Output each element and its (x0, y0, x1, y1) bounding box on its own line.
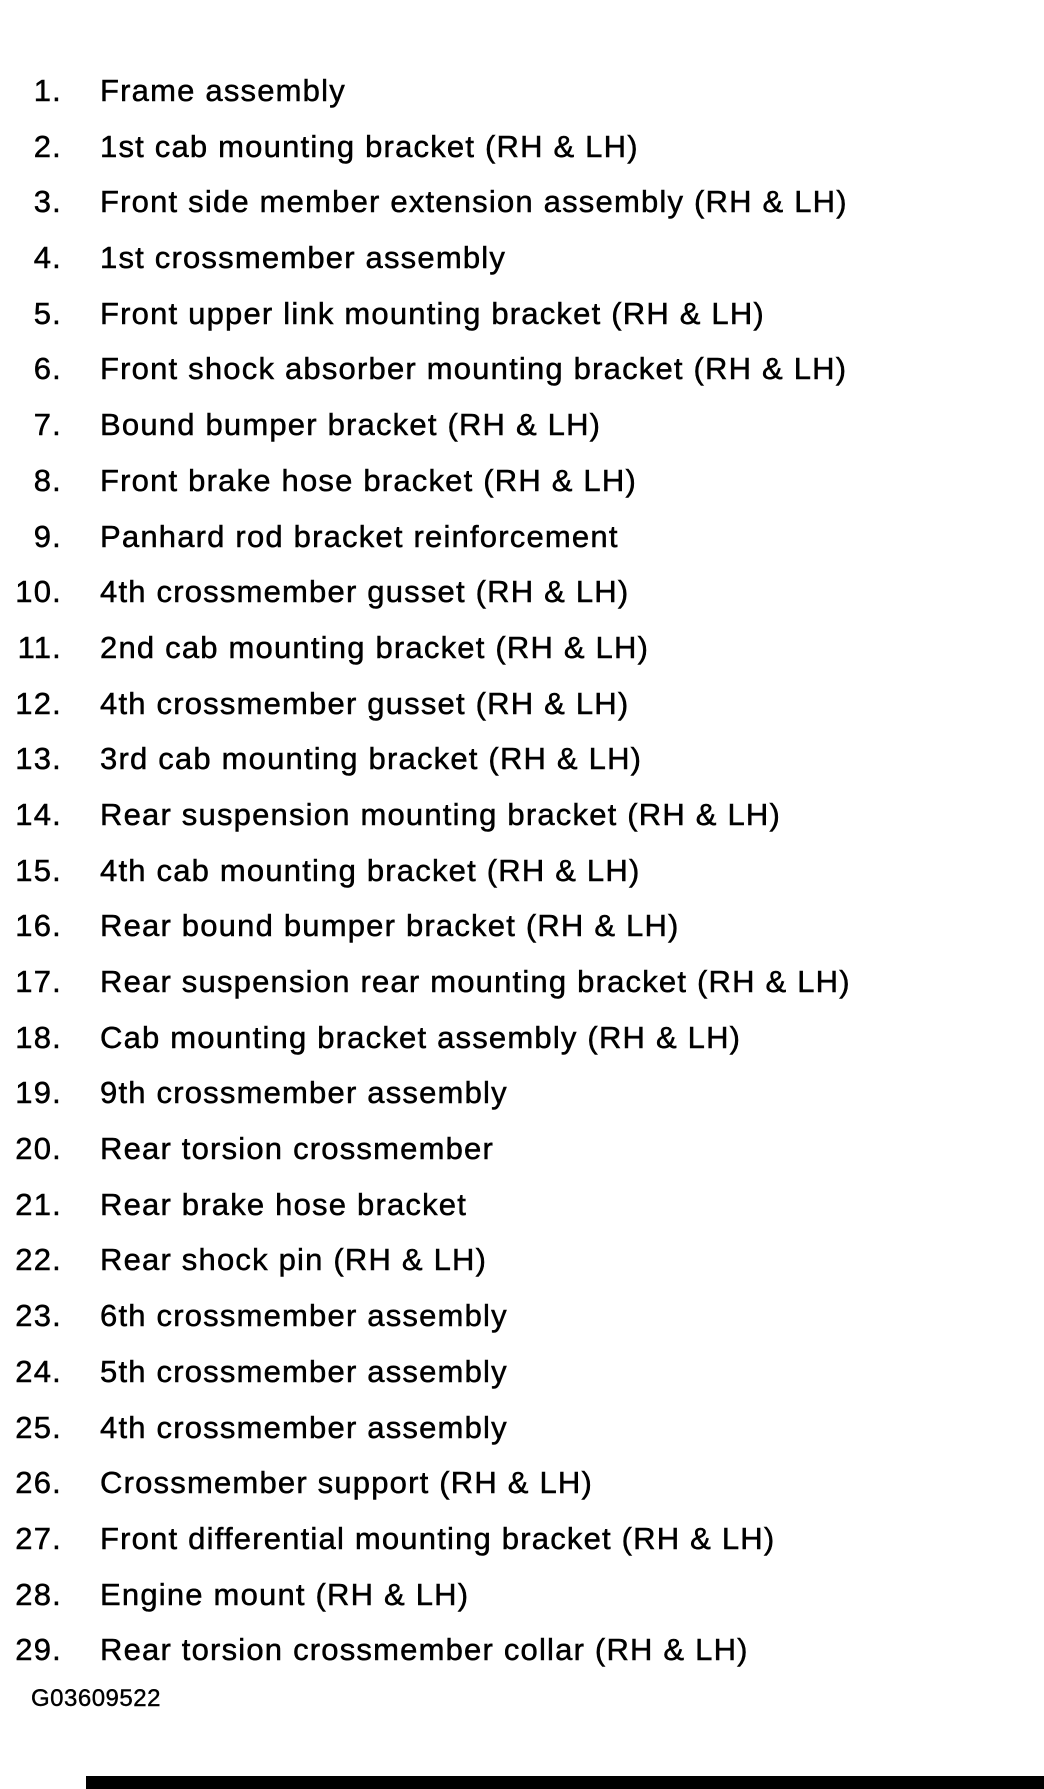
parts-legend-list (0, 63, 851, 1678)
legend-item-label: Cab mounting bracket assembly (RH & LH) (100, 1019, 742, 1055)
legend-row (0, 1288, 851, 1344)
legend-item-number: 26. (15, 1465, 62, 1501)
legend-item-label: 1st cab mounting bracket (RH & LH) (100, 128, 639, 164)
legend-item-label: 2nd cab mounting bracket (RH & LH) (100, 629, 650, 665)
legend-item-number: 23. (15, 1298, 62, 1334)
legend-item-number: 19. (15, 1075, 62, 1111)
legend-row (0, 1177, 851, 1233)
legend-row (0, 620, 851, 676)
legend-item-number: 11. (17, 629, 62, 665)
legend-item-label: Frame assembly (100, 73, 346, 108)
legend-row (0, 1567, 851, 1623)
legend-row (0, 119, 851, 175)
legend-item-number: 7. (33, 407, 62, 443)
legend-item-label: Rear shock pin (RH & LH) (100, 1242, 488, 1278)
scan-artifact-bar (86, 1776, 1044, 1789)
legend-item-label: Front shock absorber mounting bracket (RH & LH) (100, 351, 848, 387)
legend-row (0, 787, 851, 843)
legend-item-number: 4. (33, 240, 62, 276)
legend-row (0, 1400, 851, 1456)
figure-id-label: G03609522 (31, 1685, 161, 1712)
legend-item-label: 4th crossmember gusset (RH & LH) (100, 685, 630, 721)
legend-item-number: 10. (15, 574, 62, 610)
legend-row (0, 843, 851, 899)
legend-row (0, 63, 851, 119)
legend-item-number: 18. (15, 1019, 62, 1055)
legend-item-number: 13. (15, 741, 62, 777)
legend-row (0, 731, 851, 787)
legend-row (0, 954, 851, 1010)
legend-item-label: 4th crossmember gusset (RH & LH) (100, 574, 630, 610)
legend-item-number: 21. (15, 1186, 62, 1222)
legend-row (0, 453, 851, 509)
legend-item-label: Rear bound bumper bracket (RH & LH) (100, 908, 680, 944)
legend-row (0, 1455, 851, 1511)
legend-item-number: 28. (15, 1576, 62, 1612)
legend-item-number: 6. (33, 351, 62, 387)
legend-item-number: 1. (33, 73, 62, 108)
legend-item-label: 3rd cab mounting bracket (RH & LH) (100, 741, 643, 777)
legend-item-number: 9. (33, 518, 62, 554)
legend-row (0, 174, 851, 230)
legend-row (0, 1232, 851, 1288)
legend-item-number: 27. (15, 1520, 62, 1556)
legend-item-number: 2. (33, 128, 62, 164)
legend-item-label: Rear torsion crossmember collar (RH & LH) (100, 1632, 749, 1668)
legend-item-label: Front differential mounting bracket (RH & LH) (100, 1520, 776, 1556)
legend-row (0, 397, 851, 453)
legend-item-label: Rear suspension mounting bracket (RH & LH) (100, 796, 782, 832)
legend-item-label: Rear suspension rear mounting bracket (RH & LH) (100, 964, 851, 999)
legend-item-label: 5th crossmember assembly (100, 1353, 508, 1389)
legend-row (0, 1121, 851, 1177)
legend-item-label: Front upper link mounting bracket (RH & LH) (100, 295, 765, 331)
legend-item-label: Bound bumper bracket (RH & LH) (100, 407, 602, 443)
legend-item-label: Rear torsion crossmember (100, 1131, 495, 1167)
legend-item-label: Rear brake hose bracket (100, 1186, 468, 1222)
legend-item-label: 9th crossmember assembly (100, 1075, 508, 1111)
legend-item-number: 3. (33, 184, 62, 220)
legend-row (0, 564, 851, 620)
legend-item-number: 8. (33, 462, 62, 498)
legend-row (0, 509, 851, 565)
legend-item-label: Engine mount (RH & LH) (100, 1576, 470, 1612)
legend-item-number: 17. (15, 964, 62, 999)
legend-item-label: 4th crossmember assembly (100, 1409, 508, 1445)
legend-row (0, 1010, 851, 1066)
legend-item-number: 16. (15, 908, 62, 944)
legend-row (0, 230, 851, 286)
legend-item-number: 20. (15, 1131, 62, 1167)
legend-item-label: Front side member extension assembly (RH & LH) (100, 184, 848, 220)
legend-item-number: 5. (33, 295, 62, 331)
legend-item-number: 12. (15, 685, 62, 721)
legend-row (0, 898, 851, 954)
legend-item-number: 15. (15, 852, 62, 888)
legend-item-label: 6th crossmember assembly (100, 1298, 508, 1334)
legend-row (0, 1622, 851, 1678)
legend-item-label: Front brake hose bracket (RH & LH) (100, 462, 637, 498)
legend-item-number: 29. (15, 1632, 62, 1668)
legend-item-number: 24. (15, 1353, 62, 1389)
legend-row (0, 286, 851, 342)
legend-item-label: 4th cab mounting bracket (RH & LH) (100, 852, 641, 888)
legend-row (0, 1065, 851, 1121)
legend-item-number: 25. (15, 1409, 62, 1445)
legend-item-label: 1st crossmember assembly (100, 240, 507, 276)
legend-row (0, 341, 851, 397)
legend-row (0, 676, 851, 732)
legend-item-number: 22. (15, 1242, 62, 1278)
legend-item-label: Panhard rod bracket reinforcement (100, 518, 619, 554)
legend-row (0, 1344, 851, 1400)
legend-item-label: Crossmember support (RH & LH) (100, 1465, 594, 1501)
legend-row (0, 1511, 851, 1567)
legend-item-number: 14. (15, 796, 62, 832)
